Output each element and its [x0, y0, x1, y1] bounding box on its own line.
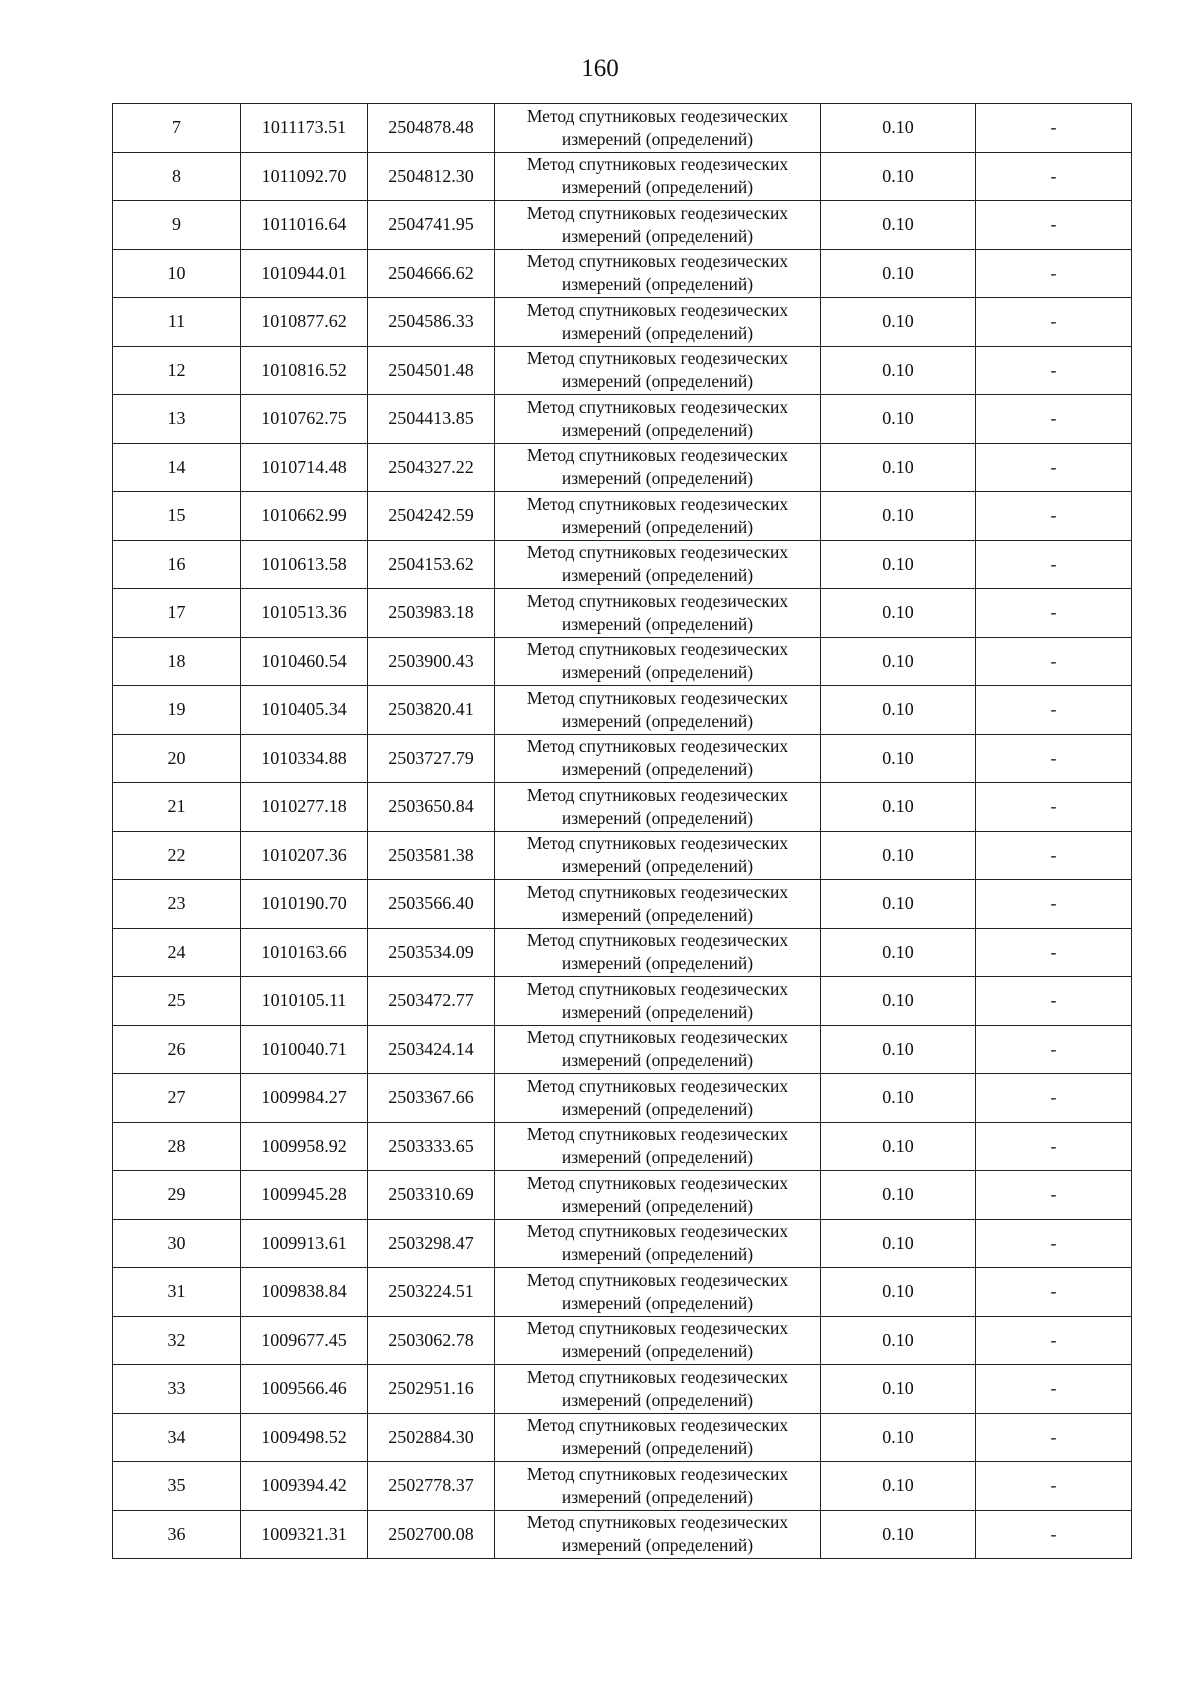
point-number-cell: 28	[113, 1122, 241, 1171]
table-body	[113, 104, 1132, 1559]
point-number-cell: 26	[113, 1025, 241, 1074]
x-coordinate-cell: 1011173.51	[241, 104, 368, 153]
method-cell: Метод спутниковых геодезических измерений (определений)	[495, 1510, 821, 1559]
table-row	[113, 1219, 1132, 1268]
y-coordinate-cell: 2503224.51	[368, 1268, 495, 1317]
y-coordinate-cell: 2503820.41	[368, 686, 495, 735]
x-coordinate-cell: 1009838.84	[241, 1268, 368, 1317]
accuracy-cell: 0.10	[821, 928, 976, 977]
accuracy-cell: 0.10	[821, 1365, 976, 1414]
note-cell: -	[976, 831, 1132, 880]
table-row	[113, 395, 1132, 444]
method-cell: Метод спутниковых геодезических измерений (определений)	[495, 1219, 821, 1268]
table-row	[113, 1462, 1132, 1511]
x-coordinate-cell: 1010877.62	[241, 298, 368, 347]
point-number-cell: 19	[113, 686, 241, 735]
method-cell: Метод спутниковых геодезических измерений (определений)	[495, 831, 821, 880]
table-row	[113, 1122, 1132, 1171]
x-coordinate-cell: 1010163.66	[241, 928, 368, 977]
accuracy-cell: 0.10	[821, 1025, 976, 1074]
point-number-cell: 27	[113, 1074, 241, 1123]
point-number-cell: 22	[113, 831, 241, 880]
y-coordinate-cell: 2504501.48	[368, 346, 495, 395]
x-coordinate-cell: 1010944.01	[241, 249, 368, 298]
point-number-cell: 29	[113, 1171, 241, 1220]
point-number-cell: 34	[113, 1413, 241, 1462]
accuracy-cell: 0.10	[821, 977, 976, 1026]
table-row	[113, 1268, 1132, 1317]
table-row	[113, 783, 1132, 832]
accuracy-cell: 0.10	[821, 1413, 976, 1462]
coordinates-table	[112, 103, 1132, 1559]
point-number-cell: 24	[113, 928, 241, 977]
y-coordinate-cell: 2503298.47	[368, 1219, 495, 1268]
x-coordinate-cell: 1009913.61	[241, 1219, 368, 1268]
table-row	[113, 1413, 1132, 1462]
method-cell: Метод спутниковых геодезических измерений (определений)	[495, 492, 821, 541]
point-number-cell: 21	[113, 783, 241, 832]
x-coordinate-cell: 1011016.64	[241, 201, 368, 250]
x-coordinate-cell: 1009321.31	[241, 1510, 368, 1559]
y-coordinate-cell: 2504413.85	[368, 395, 495, 444]
y-coordinate-cell: 2504878.48	[368, 104, 495, 153]
note-cell: -	[976, 734, 1132, 783]
x-coordinate-cell: 1010662.99	[241, 492, 368, 541]
method-cell: Метод спутниковых геодезических измерений (определений)	[495, 589, 821, 638]
accuracy-cell: 0.10	[821, 443, 976, 492]
table-row	[113, 686, 1132, 735]
y-coordinate-cell: 2503367.66	[368, 1074, 495, 1123]
x-coordinate-cell: 1010105.11	[241, 977, 368, 1026]
x-coordinate-cell: 1010613.58	[241, 540, 368, 589]
y-coordinate-cell: 2503581.38	[368, 831, 495, 880]
accuracy-cell: 0.10	[821, 831, 976, 880]
point-number-cell: 14	[113, 443, 241, 492]
note-cell: -	[976, 1510, 1132, 1559]
table-row	[113, 1074, 1132, 1123]
point-number-cell: 18	[113, 637, 241, 686]
point-number-cell: 9	[113, 201, 241, 250]
point-number-cell: 12	[113, 346, 241, 395]
note-cell: -	[976, 249, 1132, 298]
note-cell: -	[976, 1074, 1132, 1123]
table-row	[113, 734, 1132, 783]
point-number-cell: 36	[113, 1510, 241, 1559]
x-coordinate-cell: 1009958.92	[241, 1122, 368, 1171]
y-coordinate-cell: 2503727.79	[368, 734, 495, 783]
point-number-cell: 10	[113, 249, 241, 298]
accuracy-cell: 0.10	[821, 395, 976, 444]
note-cell: -	[976, 346, 1132, 395]
method-cell: Метод спутниковых геодезических измерений (определений)	[495, 1025, 821, 1074]
accuracy-cell: 0.10	[821, 1316, 976, 1365]
table-row	[113, 104, 1132, 153]
accuracy-cell: 0.10	[821, 540, 976, 589]
accuracy-cell: 0.10	[821, 734, 976, 783]
accuracy-cell: 0.10	[821, 880, 976, 929]
method-cell: Метод спутниковых геодезических измерений (определений)	[495, 152, 821, 201]
table-row	[113, 928, 1132, 977]
x-coordinate-cell: 1009498.52	[241, 1413, 368, 1462]
x-coordinate-cell: 1011092.70	[241, 152, 368, 201]
y-coordinate-cell: 2503900.43	[368, 637, 495, 686]
accuracy-cell: 0.10	[821, 492, 976, 541]
x-coordinate-cell: 1010513.36	[241, 589, 368, 638]
point-number-cell: 8	[113, 152, 241, 201]
point-number-cell: 35	[113, 1462, 241, 1511]
method-cell: Метод спутниковых геодезических измерений (определений)	[495, 783, 821, 832]
y-coordinate-cell: 2503424.14	[368, 1025, 495, 1074]
method-cell: Метод спутниковых геодезических измерений (определений)	[495, 201, 821, 250]
y-coordinate-cell: 2502700.08	[368, 1510, 495, 1559]
note-cell: -	[976, 298, 1132, 347]
table-row	[113, 977, 1132, 1026]
note-cell: -	[976, 783, 1132, 832]
note-cell: -	[976, 104, 1132, 153]
y-coordinate-cell: 2503333.65	[368, 1122, 495, 1171]
y-coordinate-cell: 2503650.84	[368, 783, 495, 832]
method-cell: Метод спутниковых геодезических измерений (определений)	[495, 1316, 821, 1365]
accuracy-cell: 0.10	[821, 298, 976, 347]
table-row	[113, 1510, 1132, 1559]
table-row	[113, 346, 1132, 395]
table-row	[113, 249, 1132, 298]
note-cell: -	[976, 201, 1132, 250]
table-row	[113, 1171, 1132, 1220]
note-cell: -	[976, 686, 1132, 735]
note-cell: -	[976, 152, 1132, 201]
accuracy-cell: 0.10	[821, 637, 976, 686]
y-coordinate-cell: 2503983.18	[368, 589, 495, 638]
table-row	[113, 1365, 1132, 1414]
x-coordinate-cell: 1010190.70	[241, 880, 368, 929]
note-cell: -	[976, 1219, 1132, 1268]
x-coordinate-cell: 1010040.71	[241, 1025, 368, 1074]
y-coordinate-cell: 2503566.40	[368, 880, 495, 929]
note-cell: -	[976, 540, 1132, 589]
note-cell: -	[976, 1122, 1132, 1171]
accuracy-cell: 0.10	[821, 346, 976, 395]
method-cell: Метод спутниковых геодезических измерений (определений)	[495, 686, 821, 735]
point-number-cell: 20	[113, 734, 241, 783]
point-number-cell: 13	[113, 395, 241, 444]
accuracy-cell: 0.10	[821, 783, 976, 832]
method-cell: Метод спутниковых геодезических измерений (определений)	[495, 880, 821, 929]
method-cell: Метод спутниковых геодезических измерений (определений)	[495, 1413, 821, 1462]
table-row	[113, 1316, 1132, 1365]
table-row	[113, 637, 1132, 686]
accuracy-cell: 0.10	[821, 1462, 976, 1511]
x-coordinate-cell: 1010207.36	[241, 831, 368, 880]
method-cell: Метод спутниковых геодезических измерений (определений)	[495, 977, 821, 1026]
note-cell: -	[976, 492, 1132, 541]
note-cell: -	[976, 880, 1132, 929]
y-coordinate-cell: 2504242.59	[368, 492, 495, 541]
y-coordinate-cell: 2504666.62	[368, 249, 495, 298]
y-coordinate-cell: 2503534.09	[368, 928, 495, 977]
x-coordinate-cell: 1010334.88	[241, 734, 368, 783]
table-row	[113, 831, 1132, 880]
note-cell: -	[976, 1025, 1132, 1074]
y-coordinate-cell: 2504741.95	[368, 201, 495, 250]
method-cell: Метод спутниковых геодезических измерений (определений)	[495, 249, 821, 298]
method-cell: Метод спутниковых геодезических измерений (определений)	[495, 1268, 821, 1317]
method-cell: Метод спутниковых геодезических измерений (определений)	[495, 1171, 821, 1220]
point-number-cell: 31	[113, 1268, 241, 1317]
note-cell: -	[976, 977, 1132, 1026]
y-coordinate-cell: 2504153.62	[368, 540, 495, 589]
point-number-cell: 16	[113, 540, 241, 589]
accuracy-cell: 0.10	[821, 1510, 976, 1559]
accuracy-cell: 0.10	[821, 686, 976, 735]
table-row	[113, 298, 1132, 347]
note-cell: -	[976, 589, 1132, 638]
x-coordinate-cell: 1010816.52	[241, 346, 368, 395]
y-coordinate-cell: 2503062.78	[368, 1316, 495, 1365]
x-coordinate-cell: 1009566.46	[241, 1365, 368, 1414]
x-coordinate-cell: 1009945.28	[241, 1171, 368, 1220]
y-coordinate-cell: 2503310.69	[368, 1171, 495, 1220]
x-coordinate-cell: 1010762.75	[241, 395, 368, 444]
table-row	[113, 1025, 1132, 1074]
x-coordinate-cell: 1009677.45	[241, 1316, 368, 1365]
note-cell: -	[976, 1268, 1132, 1317]
table-row	[113, 443, 1132, 492]
accuracy-cell: 0.10	[821, 589, 976, 638]
table-row	[113, 201, 1132, 250]
note-cell: -	[976, 637, 1132, 686]
accuracy-cell: 0.10	[821, 152, 976, 201]
point-number-cell: 15	[113, 492, 241, 541]
note-cell: -	[976, 1413, 1132, 1462]
note-cell: -	[976, 1462, 1132, 1511]
point-number-cell: 7	[113, 104, 241, 153]
note-cell: -	[976, 443, 1132, 492]
y-coordinate-cell: 2504812.30	[368, 152, 495, 201]
point-number-cell: 17	[113, 589, 241, 638]
x-coordinate-cell: 1010405.34	[241, 686, 368, 735]
accuracy-cell: 0.10	[821, 1171, 976, 1220]
method-cell: Метод спутниковых геодезических измерений (определений)	[495, 1122, 821, 1171]
x-coordinate-cell: 1010277.18	[241, 783, 368, 832]
y-coordinate-cell: 2504586.33	[368, 298, 495, 347]
x-coordinate-cell: 1009984.27	[241, 1074, 368, 1123]
y-coordinate-cell: 2503472.77	[368, 977, 495, 1026]
method-cell: Метод спутниковых геодезических измерений (определений)	[495, 443, 821, 492]
method-cell: Метод спутниковых геодезических измерений (определений)	[495, 346, 821, 395]
page-number: 160	[581, 55, 619, 82]
method-cell: Метод спутниковых геодезических измерений (определений)	[495, 1462, 821, 1511]
point-number-cell: 30	[113, 1219, 241, 1268]
table-row	[113, 492, 1132, 541]
accuracy-cell: 0.10	[821, 1268, 976, 1317]
method-cell: Метод спутниковых геодезических измерений (определений)	[495, 734, 821, 783]
y-coordinate-cell: 2502778.37	[368, 1462, 495, 1511]
point-number-cell: 11	[113, 298, 241, 347]
note-cell: -	[976, 395, 1132, 444]
point-number-cell: 23	[113, 880, 241, 929]
x-coordinate-cell: 1010460.54	[241, 637, 368, 686]
table-row	[113, 880, 1132, 929]
point-number-cell: 33	[113, 1365, 241, 1414]
x-coordinate-cell: 1009394.42	[241, 1462, 368, 1511]
x-coordinate-cell: 1010714.48	[241, 443, 368, 492]
accuracy-cell: 0.10	[821, 1219, 976, 1268]
method-cell: Метод спутниковых геодезических измерений (определений)	[495, 104, 821, 153]
point-number-cell: 25	[113, 977, 241, 1026]
table-row	[113, 540, 1132, 589]
method-cell: Метод спутниковых геодезических измерений (определений)	[495, 540, 821, 589]
method-cell: Метод спутниковых геодезических измерений (определений)	[495, 395, 821, 444]
note-cell: -	[976, 1365, 1132, 1414]
table-row	[113, 152, 1132, 201]
accuracy-cell: 0.10	[821, 249, 976, 298]
accuracy-cell: 0.10	[821, 104, 976, 153]
y-coordinate-cell: 2502951.16	[368, 1365, 495, 1414]
method-cell: Метод спутниковых геодезических измерений (определений)	[495, 637, 821, 686]
y-coordinate-cell: 2502884.30	[368, 1413, 495, 1462]
y-coordinate-cell: 2504327.22	[368, 443, 495, 492]
accuracy-cell: 0.10	[821, 1074, 976, 1123]
note-cell: -	[976, 928, 1132, 977]
note-cell: -	[976, 1316, 1132, 1365]
method-cell: Метод спутниковых геодезических измерений (определений)	[495, 1074, 821, 1123]
method-cell: Метод спутниковых геодезических измерений (определений)	[495, 298, 821, 347]
table-row	[113, 589, 1132, 638]
method-cell: Метод спутниковых геодезических измерений (определений)	[495, 928, 821, 977]
accuracy-cell: 0.10	[821, 1122, 976, 1171]
accuracy-cell: 0.10	[821, 201, 976, 250]
point-number-cell: 32	[113, 1316, 241, 1365]
method-cell: Метод спутниковых геодезических измерений (определений)	[495, 1365, 821, 1414]
note-cell: -	[976, 1171, 1132, 1220]
